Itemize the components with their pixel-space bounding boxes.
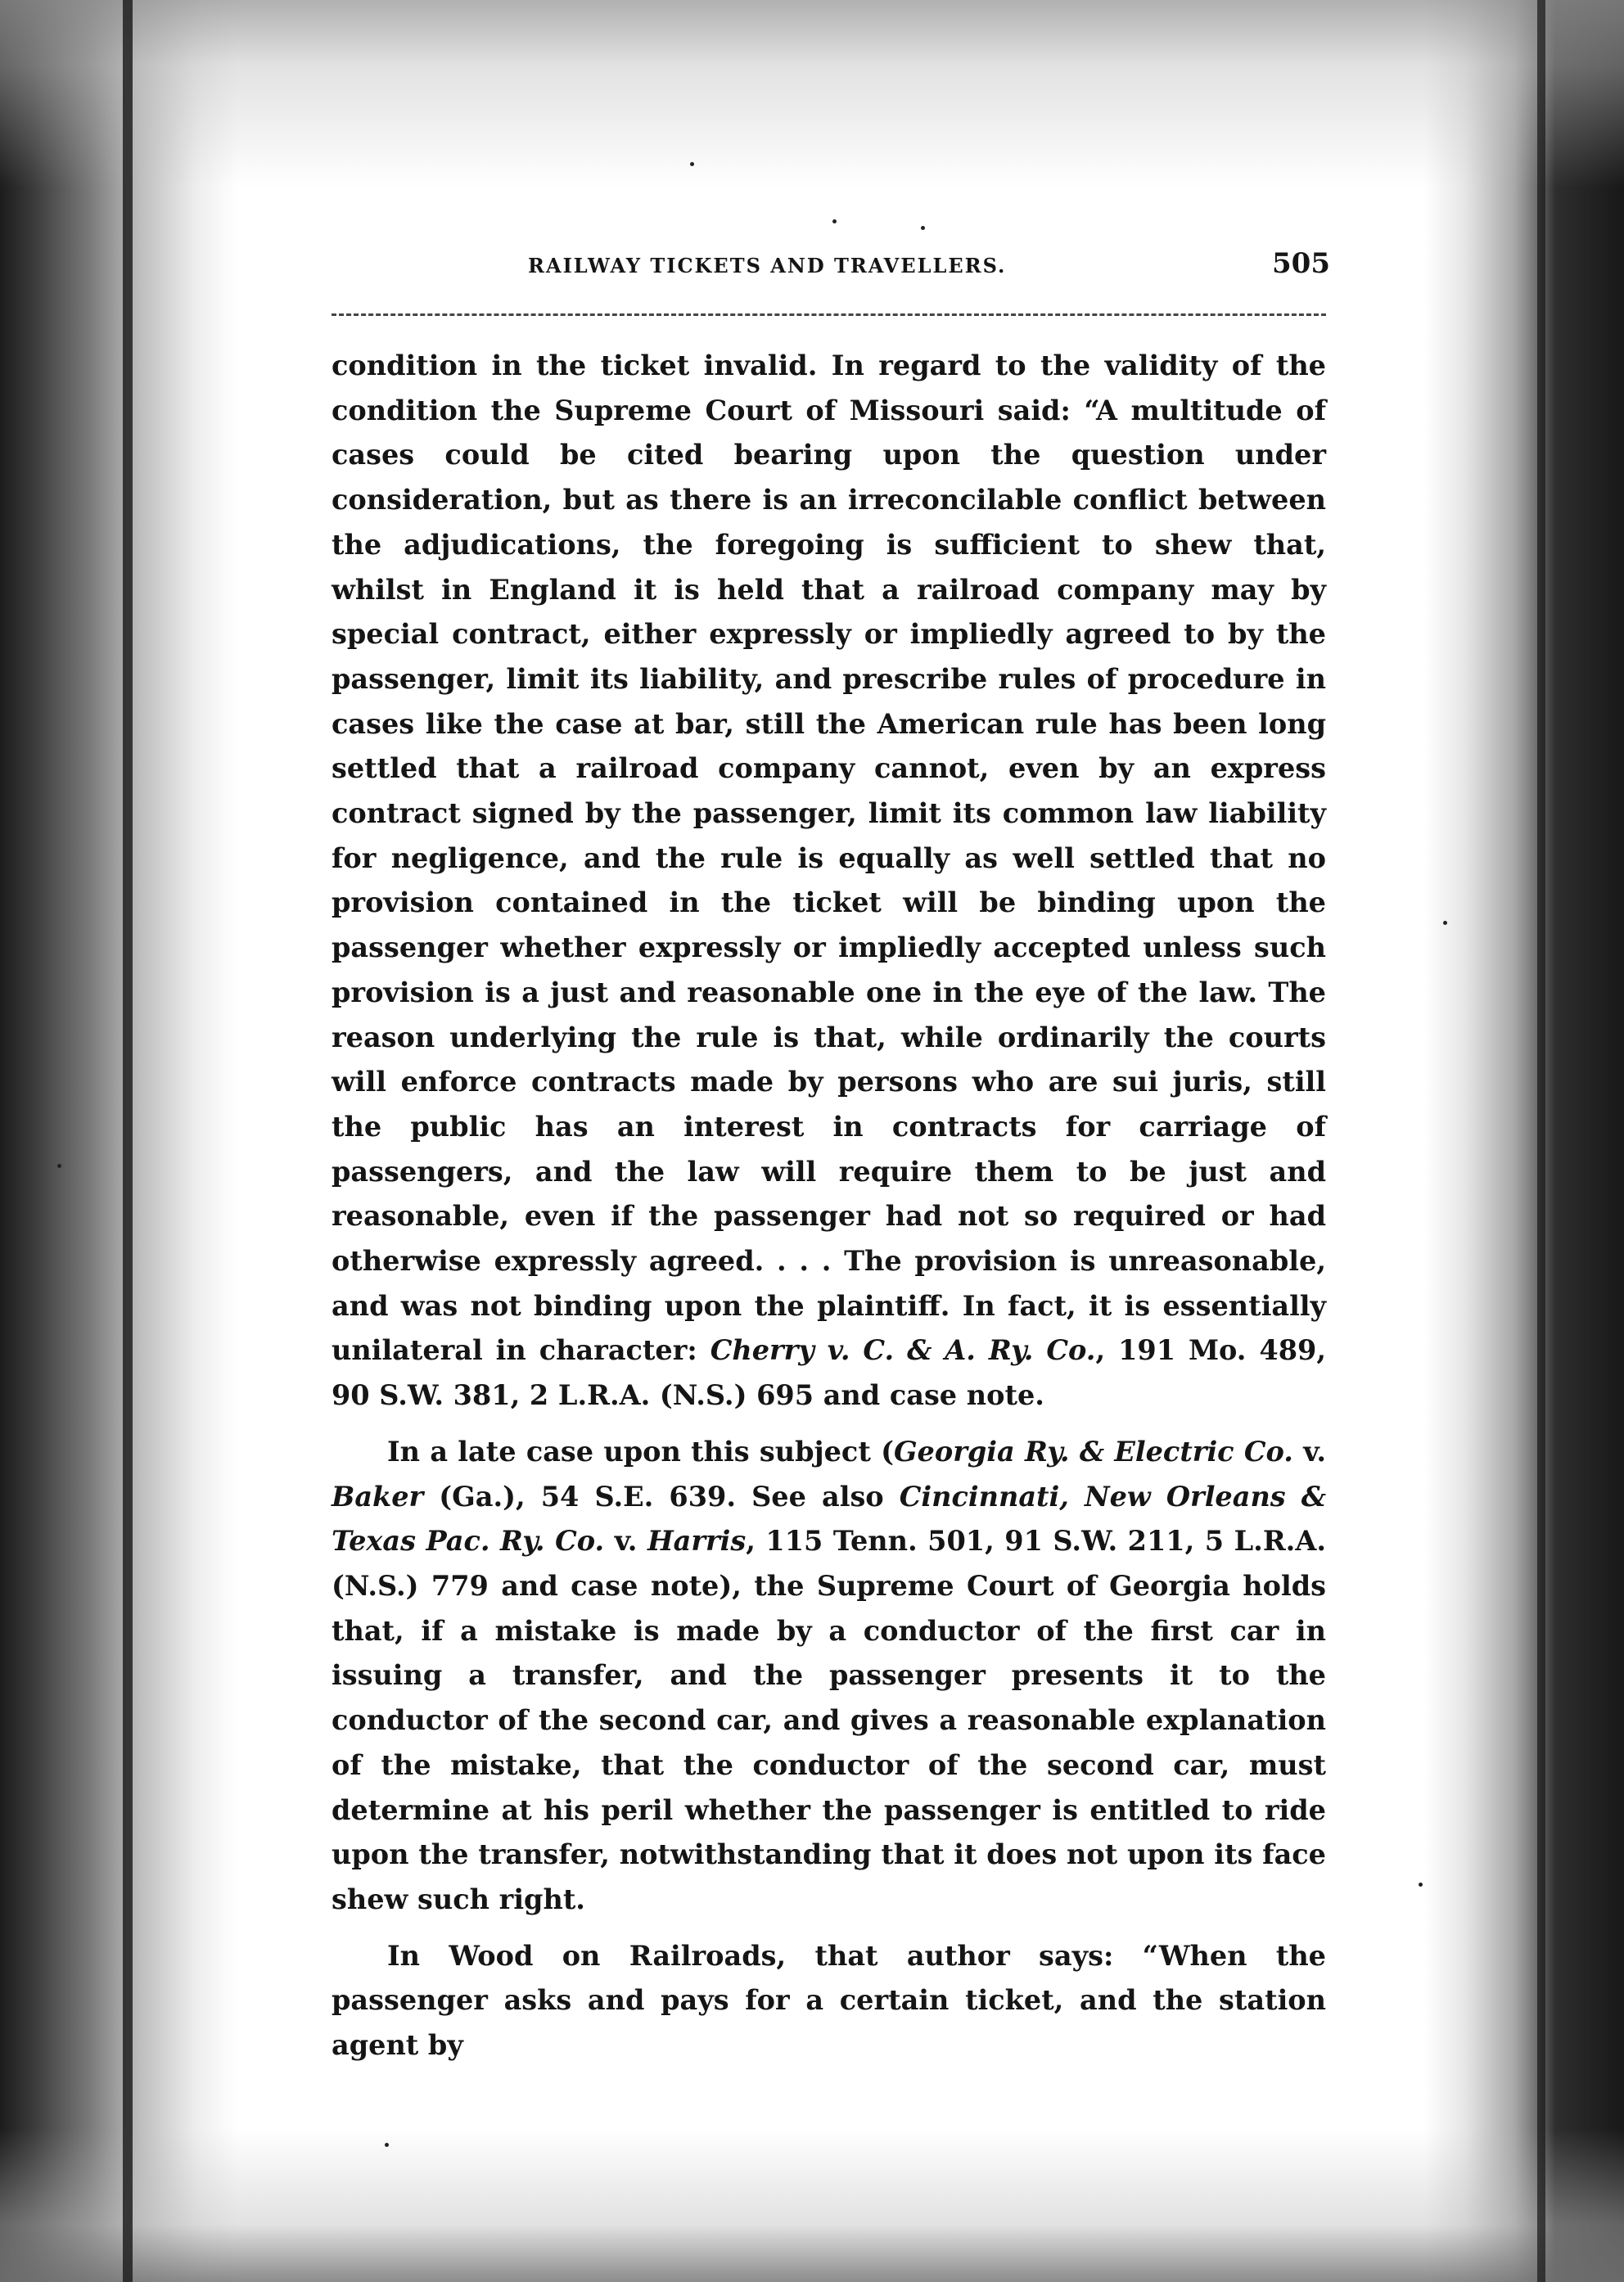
scan-speck [921,226,925,230]
scan-speck [1419,1883,1423,1887]
left-binding-edge [123,0,133,2282]
scan-speck [385,2143,389,2147]
scan-speck [690,162,694,166]
text-run: In a late case upon this subject ( [387,1435,894,1468]
text-run: v. [604,1525,647,1558]
scan-speck [57,1164,61,1168]
header-rule [332,313,1326,316]
scan-speck [832,219,837,223]
text-run: (Ga.), 54 S.E. 639. See also [423,1480,900,1513]
running-head [332,237,1330,286]
text-run: condition in the ticket invalid. In regard to the validity of the condition the Supreme Court of Missouri said: “A multitude of cases could be cited bearing upon the question under consideration, but as there is an irreconcilable conflict between the adjudications, the foregoing is sufficient to shew that, whilst in England it is held that a railroad company may by special contract, either expressly or impliedly agreed to by the passenger, limit its liability, and prescribe rules of procedure in cases like the case at bar, still the American rule has been long settled that a railroad company cannot, even by an express contract signed by the passenger, limit its common law liability for negligence, and the rule is equally as well settled that no provision contained in the ticket will be binding upon the passenger whether expressly or impliedly accepted unless such provision is a just and reasonable one in the eye of the law. The reason underlying the rule is that, while ordinarily the courts will enforce contracts made by persons who are sui juris, still the public has an interest in contracts for carriage of passengers, and the law will require them to be just and reasonable, even if the passenger had not so required or had otherwise expressly agreed. . . . The provision is unreasonable, and was not binding upon the plaintiff. In fact, it is essentially unilateral in character: [332,350,1326,1367]
paragraph [332,344,1326,1418]
body-text [332,344,1326,2068]
text-run: , 191 Mo. 489, 90 S.W. 381, 2 L.R.A. (N.S.) 695 and case note. [332,1334,1326,1412]
book-page [332,237,1330,2062]
page-number: 505 [1272,247,1330,280]
text-run: In Wood on Railroads, that author says: “When the passenger asks and pays for a certain ticket, and the station agent by [332,1939,1326,2062]
paragraph [332,1430,1326,1923]
text-run: , 115 Tenn. 501, 91 S.W. 211, 5 L.R.A. (N.S.) 779 and case note), the Supreme Court of Georgia holds that, if a mistake is made by a conductor of the first car in issuing a transfer, and the passenger presents it to the conductor of the second car, and gives a reasonable explanation of the mistake, that the conductor of the second car, must determine at his peril whether the passenger is entitled to ride upon the transfer, notwithstanding that it does not upon its face shew such right. [332,1525,1326,1915]
scan-bottom-shading [0,2128,1624,2282]
case-citation: Cherry v. C. & A. Ry. Co. [710,1334,1096,1367]
case-citation: Cincinnati, New Orleans & Texas Pac. Ry. Co. [332,1480,1326,1558]
case-citation: Harris [647,1525,747,1558]
case-citation: Georgia Ry. & Electric Co. [893,1435,1293,1468]
case-citation: Baker [332,1480,424,1513]
running-title: RAILWAY TICKETS AND TRAVELLERS. [528,254,1007,277]
text-run: v. [1292,1435,1326,1468]
paragraph [332,1934,1326,2068]
scan-speck [1443,921,1447,925]
scan-top-shading [0,0,1624,246]
right-binding-edge [1537,0,1545,2282]
